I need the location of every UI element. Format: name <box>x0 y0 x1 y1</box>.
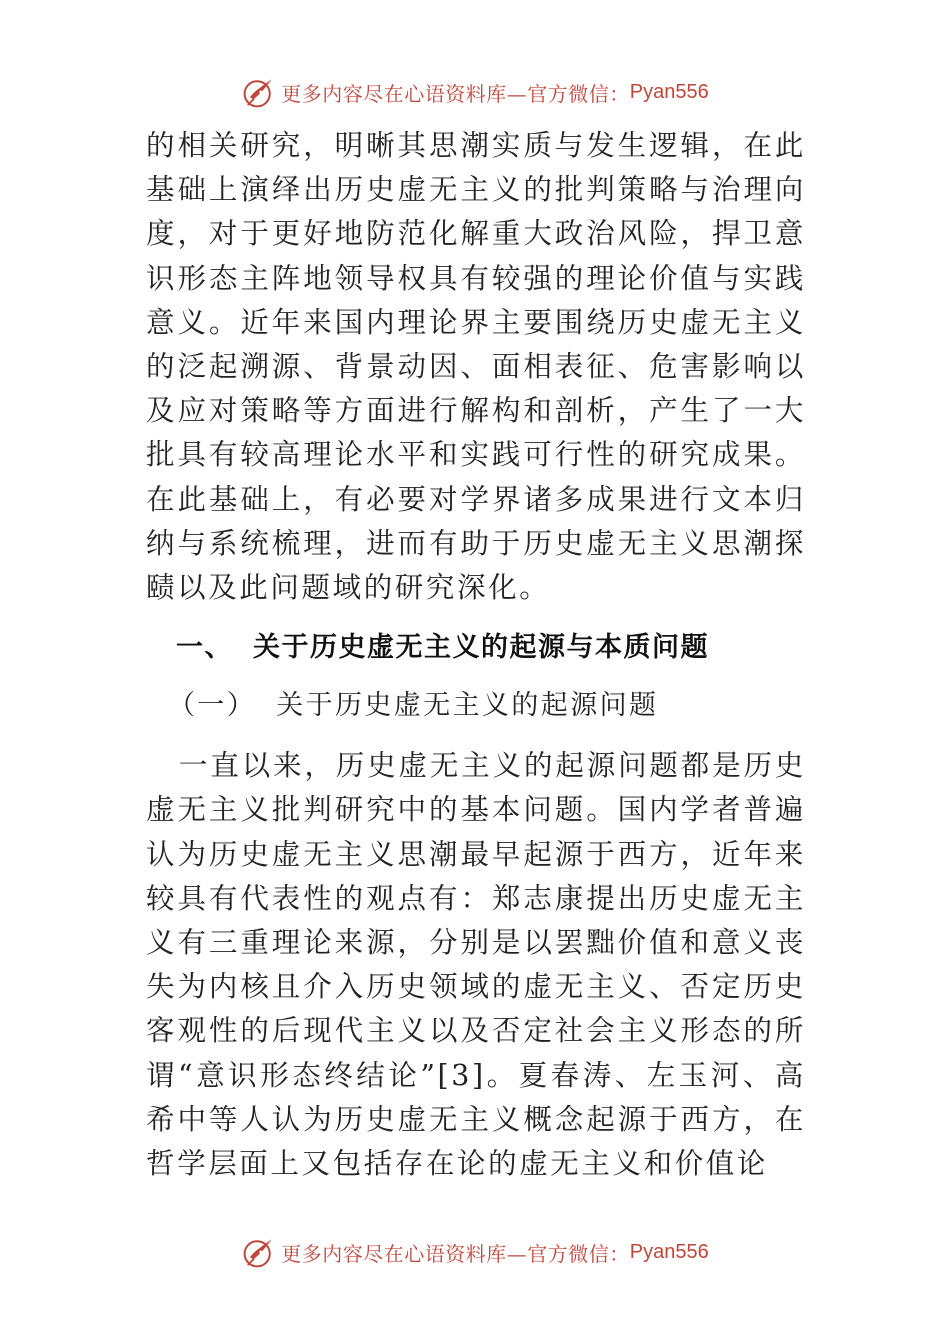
section-heading <box>146 620 806 676</box>
subsection-number: （一） <box>168 690 257 722</box>
subsection-heading <box>146 680 806 732</box>
section-title: 关于历史虚无主义的起源与本质问题 <box>253 632 709 664</box>
header-watermark <box>0 70 950 114</box>
footer-watermark <box>0 1230 950 1274</box>
subsection-title: 关于历史虚无主义的起源问题 <box>276 690 659 722</box>
section-number: 一、 <box>176 632 233 664</box>
watermark-wechat-id: Pyan556 <box>629 1240 709 1263</box>
watermark-text: 更多内容尽在心语资料库—官方微信： <box>281 1241 630 1266</box>
quill-pen-logo-icon <box>241 1234 277 1270</box>
watermark-text: 更多内容尽在心语资料库—官方微信： <box>281 81 630 106</box>
paragraph-origin: 一直以来，历史虚无主义的起源问题都是历史虚无主义批判研究中的基本问题。国内学者普遍认为历史虚无主义思潮最早起源于西方，近年来较具有代表性的观点有：郑志康提出历史虚无主义有三重理论来源，分别是以罢黜价值和意义丧失为内核且介入历史领域的虚无主义、否定历史客观性的后现代主义以及否定社会主义形态的所谓“意识形态终结论”[3]。夏春涛、左玉河、高希中等人认为历史虚无主义概念起源于西方，在哲学层面上又包括存在论的虚无主义和价值论 <box>146 749 806 1181</box>
paragraph-intro: 的相关研究，明晰其思潮实质与发生逻辑，在此基础上演绎出历史虚无主义的批判策略与治理向度，对于更好地防范化解重大政治风险，捍卫意识形态主阵地领导权具有较强的理论价值与实践意义。近年来国内理论界主要围绕历史虚无主义的泛起溯源、背景动因、面相表征、危害影响以及应对策略等方面进行解构和剖析，产生了一大批具有较高理论水平和实践可行性的研究成果。在此基础上，有必要对学界诸多成果进行文本归纳与系统梳理，进而有助于历史虚无主义思潮探赜以及此问题域的研究深化。 <box>146 129 806 605</box>
watermark-wechat-id: Pyan556 <box>629 80 709 103</box>
document-body <box>146 124 806 1186</box>
quill-pen-logo-icon <box>241 74 277 110</box>
